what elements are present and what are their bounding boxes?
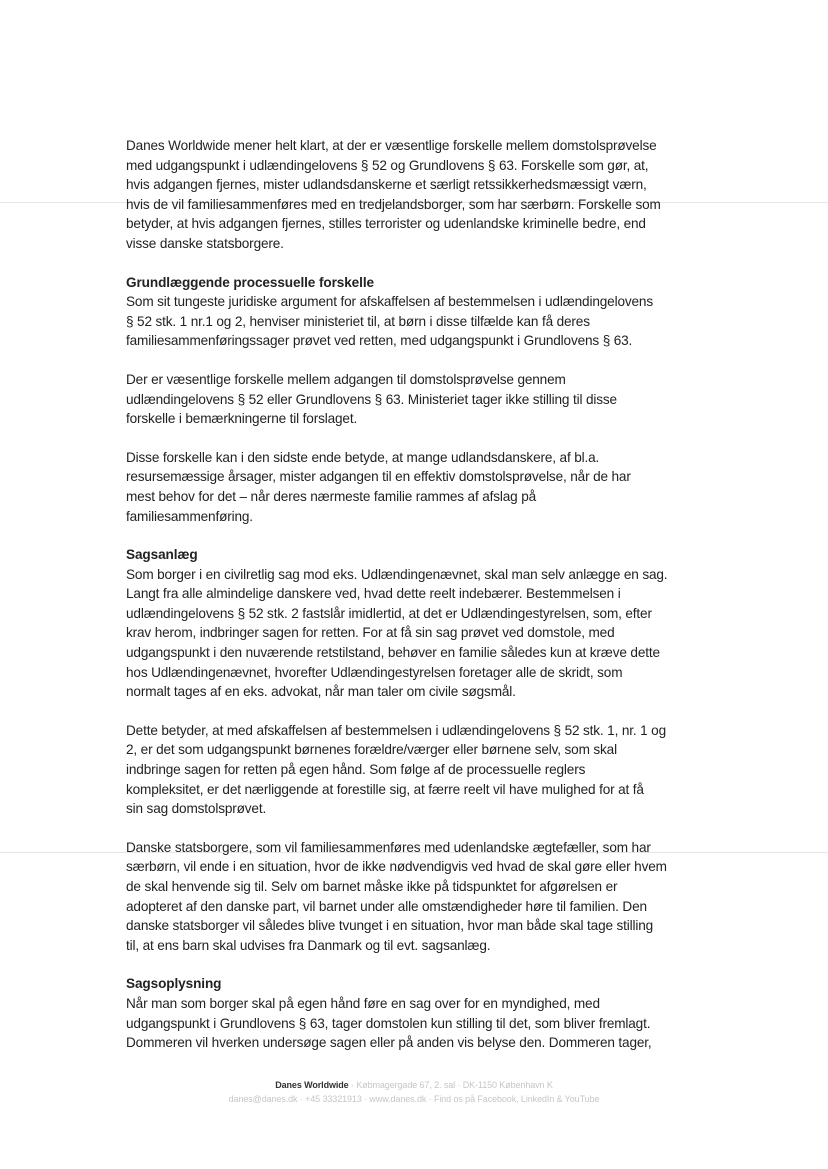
- text-line: udgangspunkt i den nuværende retstilstand, behøver en familie således kun at kræve dette: [126, 645, 660, 661]
- text-line: visse danske statsborgere.: [126, 235, 284, 251]
- footer-line-2: danes@danes.dk · +45 33321913 · www.danes.dk · Find os på Facebook, LinkedIn & YouTube: [228, 1094, 600, 1104]
- text-line: betyder, at hvis adgangen fjernes, stilles terrorister og udenlandske kriminelle bedre, end: [126, 216, 646, 232]
- text-line: Dette betyder, at med afskaffelsen af bestemmelsen i udlændingelovens § 52 stk. 1, nr. 1 og: [126, 722, 666, 738]
- paragraph: [126, 721, 698, 819]
- footer-line-1: [0, 1078, 828, 1092]
- text-line: Dommeren vil hverken undersøge sagen eller på anden vis belyse den. Dommeren tager,: [126, 1035, 652, 1051]
- section-heading: Sagsoplysning: [126, 976, 222, 992]
- text-line: de skal henvende sig til. Selv om barnet måske ikke på tidspunktet for afgørelsen er: [126, 879, 618, 894]
- page-footer: [0, 1078, 828, 1106]
- text-line: 2, er det som udgangspunkt børnenes forældre/værger eller børnene selv, som skal: [126, 742, 617, 758]
- text-line: udlændingelovens § 52 stk. 2 fastslår imidlertid, at det er Udlændingestyrelsen, som, efter: [126, 605, 652, 621]
- section-heading: Grundlæggende processuelle forskelle: [126, 274, 374, 290]
- text-line: mest behov for det – når deres nærmeste familie rammes af afslag på: [126, 488, 537, 504]
- text-line: Der er væsentlige forskelle mellem adgangen til domstolsprøvelse gennem: [126, 371, 566, 387]
- paragraph: [126, 994, 698, 1053]
- text-line: med udgangspunkt i udlændingelovens § 52 og Grundlovens § 63. Forskelle som gør, at,: [126, 157, 649, 173]
- text-line: hos Udlændingenævnet, hvorefter Udlændingestyrelsen foretager alle de skridt, som: [126, 664, 623, 680]
- text-line: til, at ens barn skal udvises fra Danmark og til evt. sagsanlæg.: [126, 937, 491, 953]
- text-line: udlændingelovens § 52 eller Grundlovens § 63. Ministeriet tager ikke stilling til disse: [126, 391, 617, 407]
- text-line: § 52 stk. 1 nr.1 og 2, henviser ministeriet til, at børn i disse tilfælde kan få deres: [126, 313, 590, 329]
- section: [126, 273, 698, 527]
- text-line: resursemæssige årsager, mister adgangen til en effektiv domstolsprøvelse, når de har: [126, 469, 631, 485]
- paragraph: [126, 448, 698, 526]
- text-line: normalt tages af en eks. advokat, når man taler om civile søgsmål.: [126, 684, 516, 700]
- paragraph: [126, 370, 698, 429]
- text-line: Som borger i en civilretlig sag mod eks. Udlændingenævnet, skal man selv anlægge en sag.: [126, 566, 668, 582]
- text-line: danske statsborger vil således blive tvunget i en situation, hvor man både skal tage stilling: [126, 918, 654, 934]
- section: [126, 974, 698, 1052]
- text-line: sin sag domstolsprøvet.: [126, 801, 267, 817]
- text-line: indbringe sagen for retten på egen hånd. Som følge af de processuelle reglers: [126, 762, 586, 778]
- text-line: adopteret af den danske part, vil barnet under alle omstændigheder høre til familien. Den: [126, 898, 647, 914]
- text-line: Som sit tungeste juridiske argument for afskaffelsen af bestemmelsen i udlændingelovens: [126, 294, 653, 310]
- text-line: Langt fra alle almindelige danskere ved, hvad dette reelt indebærer. Bestemmelsen i: [126, 586, 621, 602]
- text-line: familiesammenføring.: [126, 508, 253, 524]
- intro-paragraph: [126, 136, 698, 254]
- paragraph: [126, 838, 698, 956]
- text-line: Danes Worldwide mener helt klart, at der er væsentlige forskelle mellem domstolsprøvelse: [126, 138, 657, 153]
- text-line: hvis adgangen fjernes, mister udlandsdanskerne et særligt retssikkerhedsmæssigt værn,: [126, 177, 647, 193]
- document-body: [126, 136, 698, 1072]
- footer-org-name: Danes Worldwide: [275, 1080, 349, 1090]
- text-line: kompleksitet, er det nærliggende at forestille sig, at færre reelt vil have mulighed for at få: [126, 781, 644, 797]
- text-line: krav herom, indbringer sagen for retten. For at få sin sag prøvet ved domstole, med: [126, 625, 615, 641]
- text-line: familiesammenføringssager prøvet ved retten, med udgangspunkt i Grundlovens § 63.: [126, 333, 633, 349]
- section-heading: Sagsanlæg: [126, 547, 198, 563]
- text-line: Når man som borger skal på egen hånd føre en sag over for en myndighed, med: [126, 995, 600, 1011]
- text-line: Disse forskelle kan i den sidste ende betyde, at mange udlandsdanskere, af bl.a.: [126, 449, 600, 465]
- paragraph: [126, 292, 698, 351]
- text-line: hvis de vil familiesammenføres med en tredjelandsborger, som har særbørn. Forskelle som: [126, 196, 661, 212]
- text-line: udgangspunkt i Grundlovens § 63, tager domstolen kun stilling til det, som bliver fremlagt.: [126, 1015, 651, 1031]
- text-line: særbørn, vil ende i en situation, hvor de ikke nødvendigvis ved hvad de skal gøre eller hvem: [126, 859, 667, 875]
- sections-container: [126, 273, 698, 1053]
- section: [126, 545, 698, 955]
- footer-address: · Købmagergade 67, 2. sal · DK-1150 København K: [348, 1080, 553, 1090]
- text-line: forskelle i bemærkningerne til forslaget.: [126, 411, 358, 427]
- paragraph: [126, 565, 698, 702]
- text-line: Danske statsborgere, som vil familiesammenføres med udenlandske ægtefæller, som har: [126, 839, 651, 855]
